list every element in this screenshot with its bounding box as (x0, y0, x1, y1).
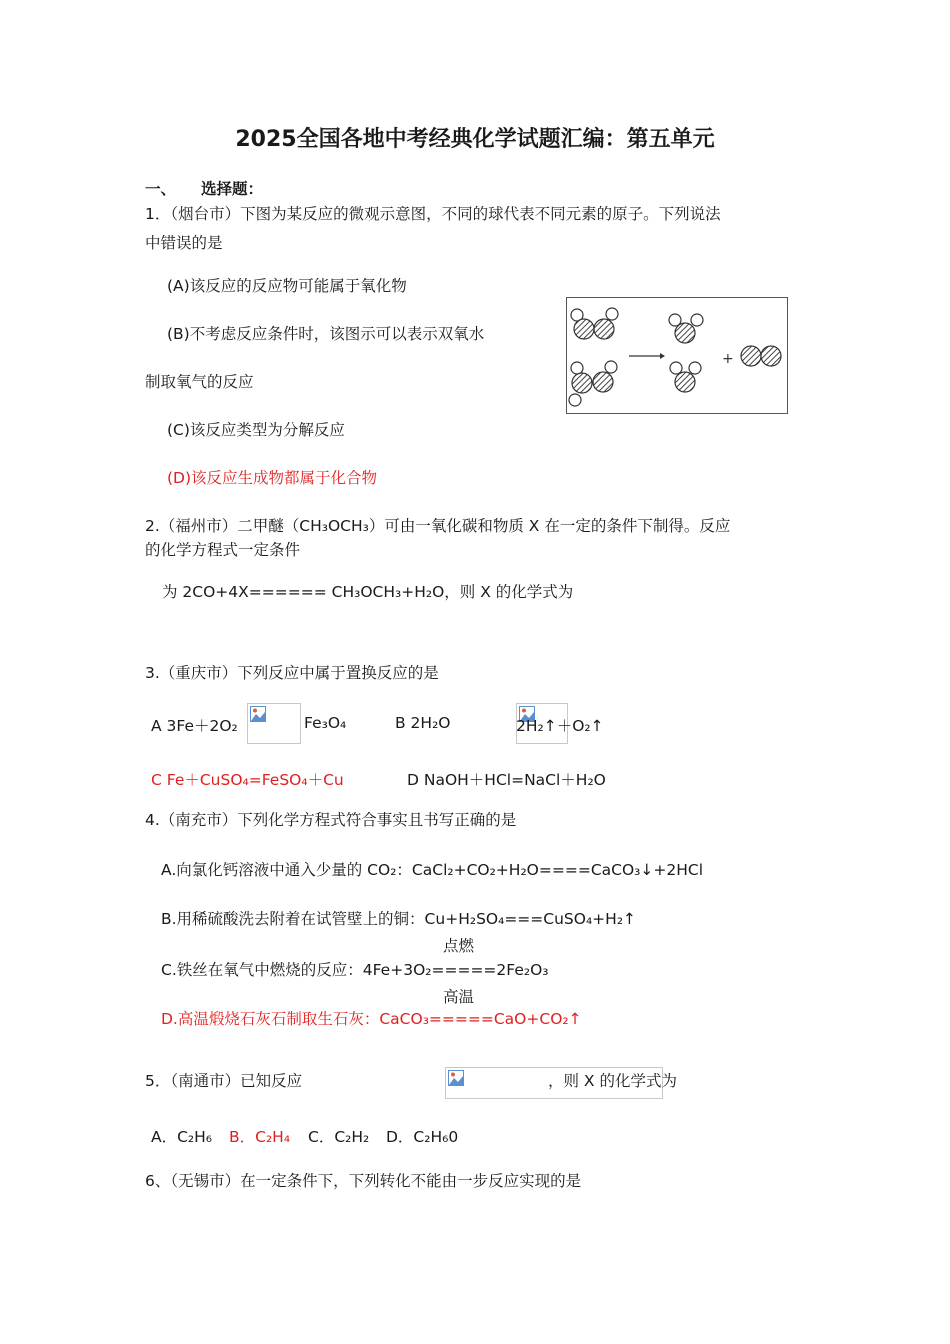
q4-option-c: C.铁丝在氧气中燃烧的反应：4Fe+3O₂=====2Fe₂O₃ (161, 961, 549, 979)
molecule-diagram-svg (567, 298, 787, 413)
broken-image-icon (250, 706, 266, 722)
q2-line2: 的化学方程式一定条件 (145, 541, 301, 559)
q1-option-c: (C)该反应类型为分解反应 (167, 421, 345, 439)
product-molecule-3 (741, 346, 781, 366)
page-title: 2025全国各地中考经典化学试题汇编：第五单元 (235, 127, 715, 152)
q3-stem: 3.（重庆市）下列反应中属于置换反应的是 (145, 664, 439, 682)
q4-option-d-answer: D.高温煅烧石灰石制取生石灰：CaCO₃=====CaO+CO₂↑ (161, 1010, 582, 1028)
reactant-molecule-1 (571, 308, 618, 339)
product-molecule-2 (670, 362, 701, 392)
section-number: 一、 (145, 180, 177, 198)
plus-sign: + (722, 351, 734, 367)
q1-stem-line1: 1．（烟台市）下图为某反应的微观示意图，不同的球代表不同元素的原子。下列说法 (145, 205, 721, 223)
section-heading: 选择题： (201, 180, 264, 198)
q4-option-a: A.向氯化钙溶液中通入少量的 CO₂：CaCl₂+CO₂+H₂O====CaCO₃↓+2HCl (161, 861, 703, 879)
q1-stem-line2: 中错误的是 (145, 234, 223, 252)
q1-option-a: (A)该反应的反应物可能属于氧化物 (167, 277, 407, 295)
q4-stem: 4.（南充市）下列化学方程式符合事实且书写正确的是 (145, 811, 517, 829)
q1-option-b-line1: (B)不考虑反应条件时，该图示可以表示双氧水 (167, 325, 485, 343)
q3-option-a-right: Fe₃O₄ (304, 714, 347, 732)
q2-line3: 为 2CO+4X====== CH₃OCH₃+H₂O，则 X 的化学式为 (162, 583, 574, 601)
reaction-micro-diagram (566, 297, 788, 414)
q6-stem: 6、（无锡市）在一定条件下，下列转化不能由一步反应实现的是 (145, 1172, 582, 1190)
q5-stem-left: 5．（南通市）已知反应 (145, 1072, 303, 1090)
q1-option-b-line2: 制取氧气的反应 (145, 373, 254, 391)
q5-option-b-answer: B．C₂H₄ (229, 1128, 291, 1146)
q3-option-d: D NaOH＋HCl=NaCl＋H₂O (407, 771, 606, 789)
broken-image-icon (448, 1070, 464, 1086)
product-molecule-1 (669, 314, 703, 343)
q3-option-a-left: A 3Fe＋2O₂ (151, 717, 238, 735)
q3-option-b-right: 2H₂↑＋O₂↑ (516, 717, 604, 735)
q4-option-d-condition: 高温 (443, 988, 475, 1006)
q3-option-b-left: B 2H₂O (395, 714, 451, 732)
q1-option-d-answer: (D)该反应生成物都属于化合物 (167, 469, 378, 487)
q5-stem-right: ，则 X 的化学式为 (548, 1072, 677, 1090)
reactant-molecule-2 (569, 361, 617, 406)
q5-option-d: D．C₂H₆0 (386, 1128, 459, 1146)
q4-option-c-condition: 点燃 (443, 937, 475, 955)
q3-option-c-answer: C Fe＋CuSO₄=FeSO₄＋Cu (151, 771, 344, 789)
q2-line1: 2.（福州市）二甲醚（CH₃OCH₃）可由一氧化碳和物质 X 在一定的条件下制得。反应 (145, 517, 731, 535)
reaction-arrow (629, 353, 665, 359)
q3-option-a-image-placeholder (247, 703, 301, 744)
q5-option-c: C．C₂H₂ (308, 1128, 370, 1146)
q5-option-a: A．C₂H₆ (151, 1128, 213, 1146)
q4-option-b: B.用稀硫酸洗去附着在试管壁上的铜：Cu+H₂SO₄===CuSO₄+H₂↑ (161, 910, 637, 928)
